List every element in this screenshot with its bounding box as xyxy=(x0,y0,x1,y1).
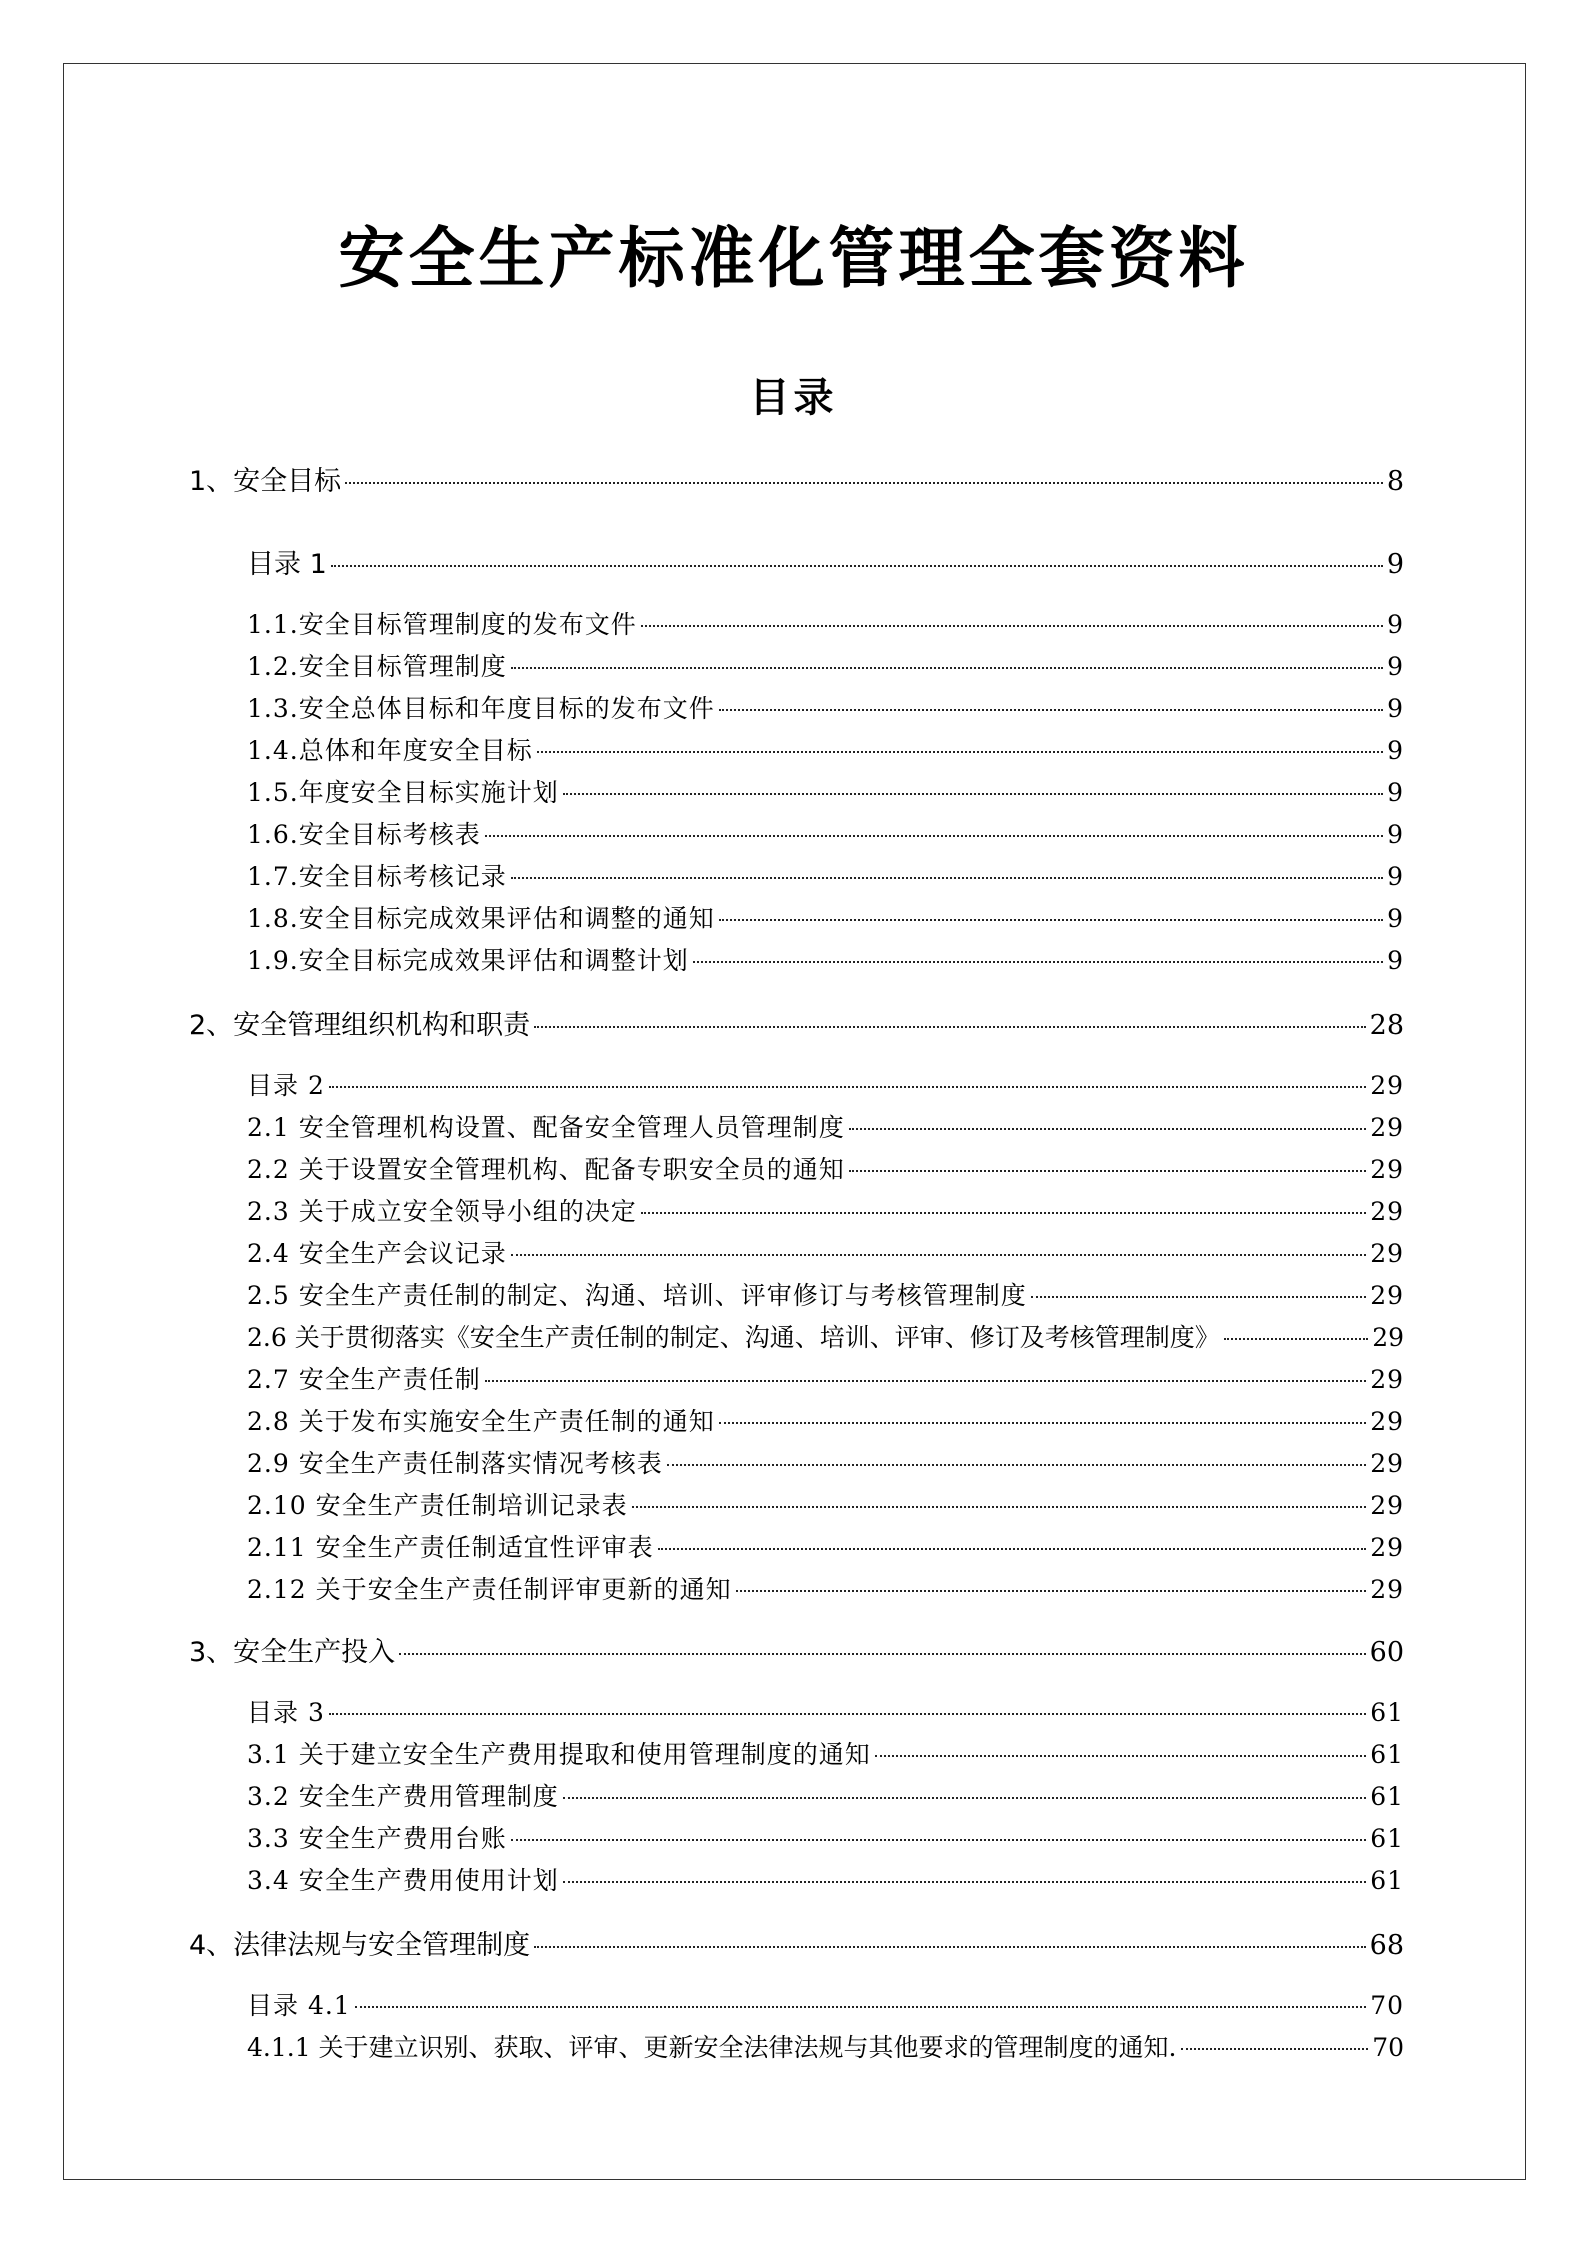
toc-entry[interactable] xyxy=(247,857,1404,893)
toc-page-number: 29 xyxy=(1370,1281,1404,1310)
toc-subcontents-3[interactable] xyxy=(247,1693,1404,1729)
toc-entry-label: 1.8.安全目标完成效果评估和调整的通知 xyxy=(247,904,715,933)
toc-page-number: 8 xyxy=(1386,466,1404,497)
toc-entry-label: 2.6 关于贯彻落实《安全生产责任制的制定、沟通、培训、评审、修订及考核管理制度》 xyxy=(247,1323,1220,1352)
toc-entry[interactable] xyxy=(247,2028,1404,2064)
toc-entry-label: 1.5.年度安全目标实施计划 xyxy=(247,778,559,807)
dot-leader xyxy=(485,1380,1366,1382)
dot-leader xyxy=(329,1713,1366,1715)
dot-leader xyxy=(331,565,1383,567)
toc-page-number: 29 xyxy=(1370,1365,1404,1394)
toc-subcontents-4[interactable] xyxy=(247,1986,1404,2022)
dot-leader xyxy=(511,667,1383,669)
dot-leader xyxy=(399,1653,1365,1655)
dot-leader xyxy=(511,1839,1366,1841)
toc-entry-label: 1.4.总体和年度安全目标 xyxy=(247,736,533,765)
toc-page-number: 29 xyxy=(1370,1407,1404,1436)
toc-entry-label: 2、安全管理组织机构和职责 xyxy=(189,1010,531,1041)
toc-page-number: 29 xyxy=(1370,1155,1404,1184)
dot-leader xyxy=(563,1881,1366,1883)
dot-leader xyxy=(534,1026,1365,1028)
toc-entry[interactable] xyxy=(247,773,1404,809)
toc-page-number: 61 xyxy=(1370,1782,1404,1811)
dot-leader xyxy=(849,1128,1366,1130)
toc-page-number: 9 xyxy=(1387,778,1404,807)
toc-entry[interactable] xyxy=(247,1318,1404,1354)
toc-entry-label: 2.5 安全生产责任制的制定、沟通、培训、评审修订与考核管理制度 xyxy=(247,1281,1027,1310)
dot-leader xyxy=(511,877,1383,879)
toc-page-number: 29 xyxy=(1370,1449,1404,1478)
dot-leader xyxy=(719,1422,1366,1424)
toc-entry-label: 2.7 安全生产责任制 xyxy=(247,1365,481,1394)
toc-entry-label: 2.8 关于发布实施安全生产责任制的通知 xyxy=(247,1407,715,1436)
toc-entry[interactable] xyxy=(247,1276,1404,1312)
toc-entry-label: 2.10 安全生产责任制培训记录表 xyxy=(247,1491,628,1520)
toc-page-number: 29 xyxy=(1370,1239,1404,1268)
toc-subcontents-2[interactable] xyxy=(247,1066,1404,1102)
toc-entry[interactable] xyxy=(247,1234,1404,1270)
toc-entry[interactable] xyxy=(247,815,1404,851)
toc-entry-label: 3.2 安全生产费用管理制度 xyxy=(247,1782,559,1811)
dot-leader xyxy=(693,961,1383,963)
toc-page-number: 9 xyxy=(1386,549,1404,580)
toc-entry[interactable] xyxy=(247,1402,1404,1438)
toc-entry[interactable] xyxy=(247,647,1404,683)
dot-leader xyxy=(641,1212,1366,1214)
toc-page-number: 28 xyxy=(1369,1010,1404,1041)
toc-page-number: 9 xyxy=(1387,694,1404,723)
toc-entry[interactable] xyxy=(247,1861,1404,1897)
toc-entry-label: 2.11 安全生产责任制适宜性评审表 xyxy=(247,1533,654,1562)
toc-entry-label: 1.2.安全目标管理制度 xyxy=(247,652,507,681)
dot-leader xyxy=(355,2006,1366,2008)
toc-entry-label: 2.12 关于安全生产责任制评审更新的通知 xyxy=(247,1575,732,1604)
toc-entry[interactable] xyxy=(247,899,1404,935)
toc-entry[interactable] xyxy=(247,1777,1404,1813)
toc-entry-label: 3.4 安全生产费用使用计划 xyxy=(247,1866,559,1895)
dot-leader xyxy=(485,835,1383,837)
toc-subcontents-1[interactable] xyxy=(247,542,1404,581)
toc-entry[interactable] xyxy=(247,1819,1404,1855)
dot-leader xyxy=(563,1797,1366,1799)
toc-entry-label: 3.3 安全生产费用台账 xyxy=(247,1824,507,1853)
dot-leader xyxy=(1031,1296,1366,1298)
toc-page-number: 68 xyxy=(1369,1930,1404,1961)
toc-entry-label: 2.9 安全生产责任制落实情况考核表 xyxy=(247,1449,663,1478)
toc-entry-label: 目录 3 xyxy=(247,1698,325,1727)
dot-leader xyxy=(511,1254,1366,1256)
toc-entry-label: 1.6.安全目标考核表 xyxy=(247,820,481,849)
dot-leader xyxy=(658,1548,1367,1550)
dot-leader xyxy=(534,1946,1365,1948)
dot-leader xyxy=(563,793,1383,795)
document-title: 安全生产标准化管理全套资料 xyxy=(338,220,1249,297)
toc-section-1[interactable] xyxy=(189,459,1404,498)
toc-entry-label: 3、安全生产投入 xyxy=(189,1637,396,1668)
dot-leader xyxy=(329,1086,1366,1088)
toc-page-number: 29 xyxy=(1370,1533,1404,1562)
dot-leader xyxy=(719,709,1383,711)
toc-page-number: 29 xyxy=(1370,1575,1404,1604)
dot-leader xyxy=(632,1506,1367,1508)
toc-section-4[interactable] xyxy=(189,1923,1404,1962)
toc-entry[interactable] xyxy=(247,1108,1404,1144)
toc-entry[interactable] xyxy=(247,1570,1404,1606)
toc-entry[interactable] xyxy=(247,689,1404,725)
toc-heading: 目录 xyxy=(749,375,838,421)
toc-page-number: 61 xyxy=(1370,1740,1404,1769)
toc-entry-label: 2.2 关于设置安全管理机构、配备专职安全员的通知 xyxy=(247,1155,845,1184)
toc-entry-label: 1.1.安全目标管理制度的发布文件 xyxy=(247,610,637,639)
toc-entry-label: 1.7.安全目标考核记录 xyxy=(247,862,507,891)
toc-entry-label: 1、安全目标 xyxy=(189,466,342,497)
dot-leader xyxy=(1181,2048,1369,2050)
toc-page-number: 29 xyxy=(1370,1197,1404,1226)
toc-page-number: 70 xyxy=(1370,1991,1404,2020)
toc-entry-label: 目录 1 xyxy=(247,549,327,580)
toc-entry[interactable] xyxy=(247,1444,1404,1480)
dot-leader xyxy=(849,1170,1366,1172)
toc-section-3[interactable] xyxy=(189,1630,1404,1669)
toc-entry-label: 4、法律法规与安全管理制度 xyxy=(189,1930,531,1961)
toc-entry[interactable] xyxy=(247,1192,1404,1228)
toc-page-number: 29 xyxy=(1372,1323,1404,1352)
toc-page-number: 61 xyxy=(1370,1698,1404,1727)
toc-section-2[interactable] xyxy=(189,1003,1404,1042)
toc-page-number: 61 xyxy=(1370,1824,1404,1853)
toc-page-number: 29 xyxy=(1370,1071,1404,1100)
toc-page-number: 9 xyxy=(1387,862,1404,891)
toc-page-number: 9 xyxy=(1387,736,1404,765)
dot-leader xyxy=(719,919,1383,921)
toc-page-number: 60 xyxy=(1369,1637,1404,1668)
toc-entry-label: 2.4 安全生产会议记录 xyxy=(247,1239,507,1268)
dot-leader xyxy=(1224,1338,1368,1340)
toc-entry-label: 目录 2 xyxy=(247,1071,325,1100)
toc-page-number: 9 xyxy=(1387,610,1404,639)
dot-leader xyxy=(345,482,1383,484)
dot-leader xyxy=(537,751,1383,753)
dot-leader xyxy=(641,625,1383,627)
toc-entry-label: 4.1.1 关于建立识别、获取、评审、更新安全法律法规与其他要求的管理制度的通知. xyxy=(247,2033,1177,2062)
toc-page-number: 9 xyxy=(1387,904,1404,933)
toc-page-number: 29 xyxy=(1370,1491,1404,1520)
toc-entry-label: 2.3 关于成立安全领导小组的决定 xyxy=(247,1197,637,1226)
toc-entry[interactable] xyxy=(247,941,1404,977)
dot-leader xyxy=(875,1755,1366,1757)
toc-page-number: 70 xyxy=(1372,2033,1404,2062)
toc-entry[interactable] xyxy=(247,1735,1404,1771)
toc-entry[interactable] xyxy=(247,1486,1404,1522)
dot-leader xyxy=(667,1464,1366,1466)
toc-entry[interactable] xyxy=(247,1528,1404,1564)
toc-entry[interactable] xyxy=(247,731,1404,767)
toc-entry[interactable] xyxy=(247,1150,1404,1186)
toc-page-number: 29 xyxy=(1370,1113,1404,1142)
toc-page-number: 61 xyxy=(1370,1866,1404,1895)
toc-page-number: 9 xyxy=(1387,652,1404,681)
toc-page-number: 9 xyxy=(1387,946,1404,975)
toc-entry-label: 1.9.安全目标完成效果评估和调整计划 xyxy=(247,946,689,975)
toc-entry-label: 3.1 关于建立安全生产费用提取和使用管理制度的通知 xyxy=(247,1740,871,1769)
toc-entry-label: 1.3.安全总体目标和年度目标的发布文件 xyxy=(247,694,715,723)
toc-entry-label: 目录 4.1 xyxy=(247,1991,351,2020)
toc-entry-label: 2.1 安全管理机构设置、配备安全管理人员管理制度 xyxy=(247,1113,845,1142)
toc-entry[interactable] xyxy=(247,1360,1404,1396)
toc-entry[interactable] xyxy=(247,605,1404,641)
dot-leader xyxy=(736,1590,1367,1592)
toc-page-number: 9 xyxy=(1387,820,1404,849)
